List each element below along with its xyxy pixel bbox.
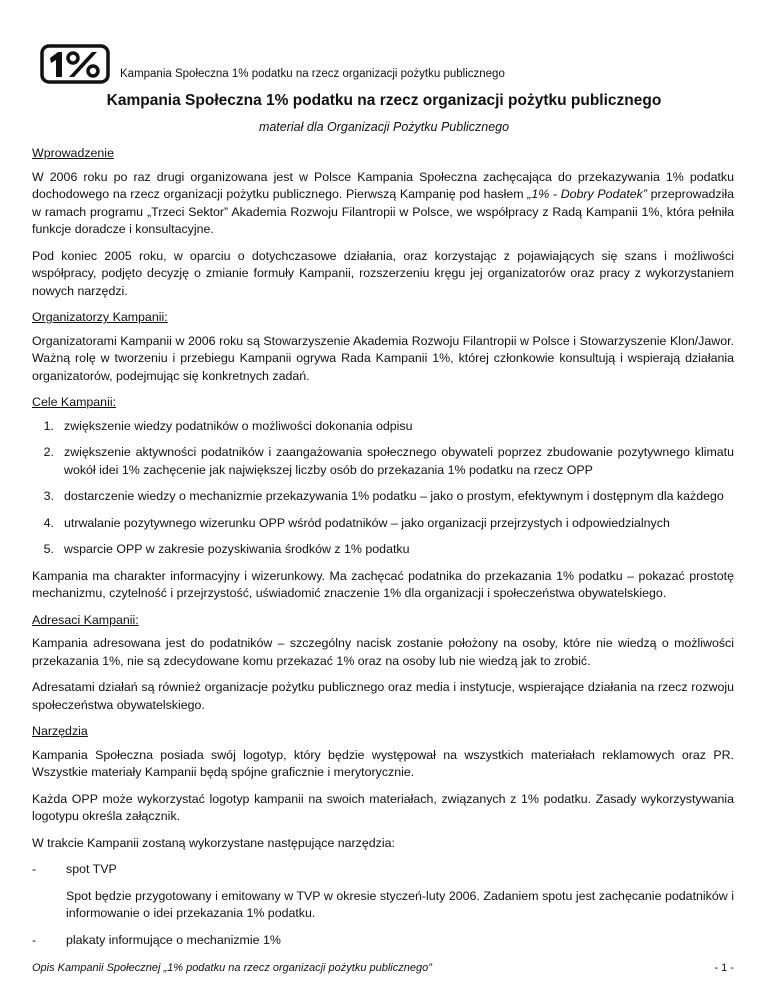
intro-paragraph-2: Pod koniec 2005 roku, w oparciu o dotychczasowe działania, oraz korzystając z pojawiających się szans i możliwości współpracy, podjęto decyzję o zmianie formuły Kampanii, rozszerzeniu kręgu jej organizatorów oraz pracy z wykorzystaniem nowych narzędzi. [32, 248, 734, 298]
header-small-line: Kampania Społeczna 1% podatku na rzecz organizacji pożytku publicznego [120, 68, 505, 80]
tools-paragraph-1: Kampania Społeczna posiada swój logotyp, który będzie występował na wszystkich materiałach reklamowych oraz PR. Wszystkie materiały Kampanii będą spójne graficznie i merytorycznie. [32, 747, 734, 779]
footer-document-title: Opis Kampanii Społecznej „1% podatku na rzecz organizacji pożytku publicznego” [32, 962, 432, 974]
list-item [32, 488, 734, 506]
list-text: utrwalanie pozytywnego wizerunku OPP wśród podatników – jako organizacji przejrzystych i odpowiedzialnych [64, 515, 670, 530]
addressees-paragraph-2: Adresatami działań są również organizacje pożytku publicznego oraz media i instytucje, wspierające działania na rzecz rozwoju społeczeństwa obywatelskiego. [32, 680, 734, 712]
tool-description-tv-spot: Spot będzie przygotowany i emitowany w TVP w okresie styczeń-luty 2006. Zadaniem spotu jest zachęcanie podatników i informowanie o idei przekazania 1% podatku. [66, 888, 734, 920]
section-heading-intro: Wprowadzenie [32, 146, 114, 160]
list-text: zwiększenie aktywności podatników i zaangażowania społecznego obywateli poprzez zbudowanie pozytywnego klimatu wokół idei 1% zachęcenie jak największej liczby osób do przekazania 1% podatku na rzecz OPP [64, 445, 734, 477]
section-heading-addressees: Adresaci Kampanii: [32, 612, 139, 627]
page-footer [32, 962, 734, 974]
organizers-paragraph: Organizatorami Kampanii w 2006 roku są Stowarzyszenie Akademia Rozwoju Filantropii w Polsce i Stowarzyszenie Klon/Jawor. Ważną rolę w tworzeniu i przebiegu Kampanii ogrywa Rada Kampanii 1%, której członkowie konsultują i wspierają działania organizatorów, podejmując się konkretnych zadań. [32, 333, 734, 383]
list-number: 5. [43, 542, 54, 556]
list-text: wsparcie OPP w zakresie pozyskiwania środków z 1% podatku [64, 542, 410, 556]
list-number: 1. [43, 418, 54, 433]
document-body [32, 145, 734, 958]
tool-label: spot TVP [66, 862, 117, 876]
page-title: Kampania Społeczna 1% podatku na rzecz organizacji pożytku publicznego [106, 92, 662, 109]
list-text: dostarczenie wiedzy o mechanizmie przekazywania 1% podatku – jako o prostym, efektywnym i dostępnym dla każdego [64, 489, 724, 503]
dash-bullet: - [32, 932, 37, 947]
goals-paragraph: Kampania ma charakter informacyjny i wizerunkowy. Ma zachęcać podatnika do przekazania 1% podatku – pokazać prostotę mechanizmu, czytelność i przejrzystość, uświadomić znaczenie 1% dla organizacji i społeczeństwa obywatelskiego. [32, 568, 734, 600]
section-heading-organizers: Organizatorzy Kampanii: [32, 310, 168, 324]
tool-item-posters [32, 932, 734, 950]
list-text: zwiększenie wiedzy podatników o możliwości dokonania odpisu [64, 418, 413, 433]
list-number: 2. [43, 445, 54, 459]
intro-text-b: przeprowadziła w ramach programu „Trzeci Sektor” Akademia Rozwoju Filantropii w Polsce, we współpracy z Radą Kampanii 1%, która pełniła funkcje doradcze i konsultacyjne. [32, 187, 734, 236]
list-number: 3. [43, 489, 54, 503]
intro-paragraph-1 [32, 169, 734, 239]
section-heading-goals: Cele Kampanii: [32, 395, 117, 409]
section-heading-tools: Narzędzia [32, 724, 88, 738]
goals-list [32, 418, 734, 559]
list-item [32, 541, 734, 559]
campaign-logo [40, 44, 110, 84]
tool-item-tv-spot [32, 861, 734, 879]
list-number: 4. [43, 515, 54, 530]
tools-paragraph-2: Każda OPP może wykorzystać logotyp kampanii na swoich materiałach, związanych z 1% podatku. Zasady wykorzystywania logotypu określa załącznik. [32, 791, 734, 823]
addressees-paragraph-1: Kampania adresowana jest do podatników – szczególny nacisk zostanie położony na osoby, które nie wiedzą o możliwości przekazania 1%, nie są zdecydowane komu przekazać 1% oraz na osoby lub nie wiedzą jak to zrobić. [32, 636, 734, 668]
intro-text-a: W 2006 roku po raz drugi organizowana jest w Polsce Kampania Społeczna zachęcająca do przekazywania 1% podatku dochodowego na rzecz organizacji pożytku publicznego. Pierwszą Kampanię pod hasłem [32, 169, 734, 201]
page-number: - 1 - [714, 962, 734, 974]
list-item [32, 418, 734, 436]
tool-label: plakaty informujące o mechanizmie 1% [66, 932, 281, 947]
list-item [32, 444, 734, 479]
dash-bullet: - [32, 862, 37, 876]
tools-paragraph-3: W trakcie Kampanii zostaną wykorzystane następujące narzędzia: [32, 835, 395, 850]
page-subtitle: materiał dla Organizacji Pożytku Publicznego [258, 120, 510, 134]
list-item [32, 515, 734, 533]
intro-quote: „1% - Dobry Podatek” [527, 187, 647, 201]
